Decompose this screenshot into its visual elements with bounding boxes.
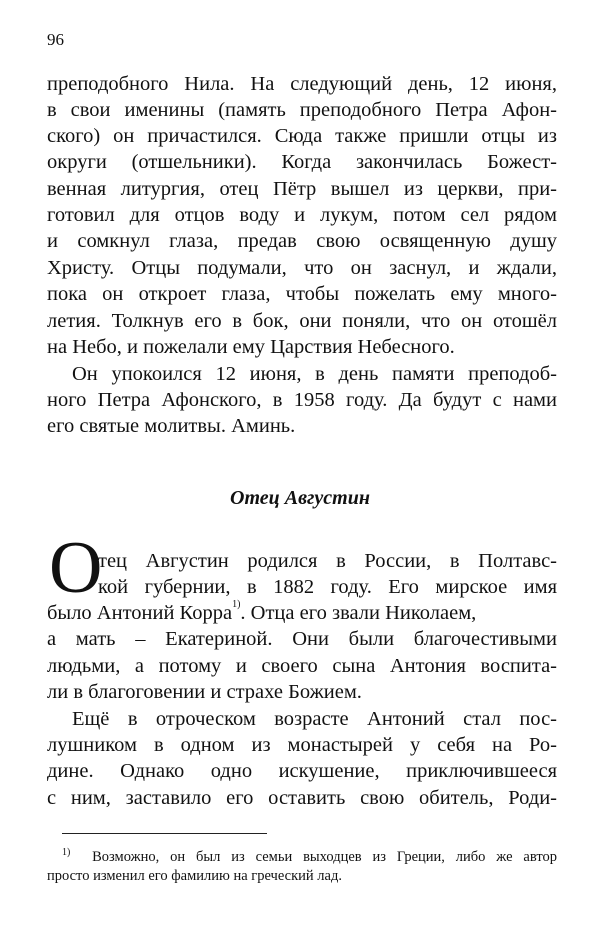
- footnote-divider: [62, 833, 267, 834]
- text-line: на Небо, и пожелали ему Царствия Небесного.: [47, 336, 455, 358]
- text-line: пока он откроет глаза, чтобы пожелать ему много-: [47, 283, 557, 305]
- text-line: в свои именины (память преподобного Петра Афон-: [47, 99, 557, 121]
- section-heading: Отец Августин: [230, 487, 370, 509]
- text-line: ского) он причастился. Сюда также пришли отцы из: [47, 125, 557, 147]
- text-line: округи (отшельники). Когда закончилась Божест-: [47, 151, 557, 173]
- text-line: лушником в одном из монастырей у себя на Ро-: [47, 734, 557, 756]
- footnote-line: просто изменил его фамилию на греческий лад.: [47, 868, 342, 884]
- text-line: людьми, а потому и своего сына Антония воспита-: [47, 655, 557, 677]
- text-line: Христу. Отцы подумали, что он заснул, и ждали,: [47, 257, 557, 279]
- text-fragment: . Отца его звали Николаем,: [240, 602, 477, 624]
- text-line: кой губернии, в 1882 году. Его мирское имя: [98, 576, 557, 598]
- footnote-text: Возможно, он был из семьи выходцев из Греции, либо же автор: [92, 849, 557, 865]
- text-line: венная литургия, отец Пётр вышел из церкви, при-: [47, 178, 557, 200]
- text-line: тец Августин родился в России, в Полтавс-: [98, 550, 557, 572]
- text-line: Ещё в отроческом возрасте Антоний стал пос-: [72, 708, 557, 730]
- text-line: дине. Однако одно искушение, приключившееся: [47, 760, 557, 782]
- text-line: ли в благоговении и страхе Божием.: [47, 681, 362, 703]
- text-line: а мать – Екатериной. Они были благочестивыми: [47, 628, 557, 650]
- text-line: и сомкнул глаза, предав свою освященную душу: [47, 230, 557, 252]
- text-line: Он упокоился 12 июня, в день памяти преподоб-: [72, 363, 557, 385]
- footnote-line: [62, 848, 557, 867]
- text-line: [47, 600, 557, 626]
- drop-cap: О: [49, 527, 103, 609]
- text-line: преподобного Нила. На следующий день, 12 июня,: [47, 73, 557, 95]
- footnote-marker: 1): [62, 847, 71, 858]
- text-line: с ним, заставило его оставить свою обитель, Роди-: [47, 787, 557, 809]
- text-line: летия. Толкнув его в бок, они поняли, что он отошёл: [47, 310, 557, 332]
- page-number: 96: [47, 30, 64, 49]
- text-line: готовил для отцов воду и лукум, потом сел рядом: [47, 204, 557, 226]
- footnote-reference[interactable]: 1): [232, 599, 241, 610]
- text-line: ного Петра Афонского, в 1958 году. Да будут с нами: [47, 389, 557, 411]
- text-line: его святые молитвы. Аминь.: [47, 415, 296, 437]
- text-fragment: было Антоний Корра: [47, 602, 233, 624]
